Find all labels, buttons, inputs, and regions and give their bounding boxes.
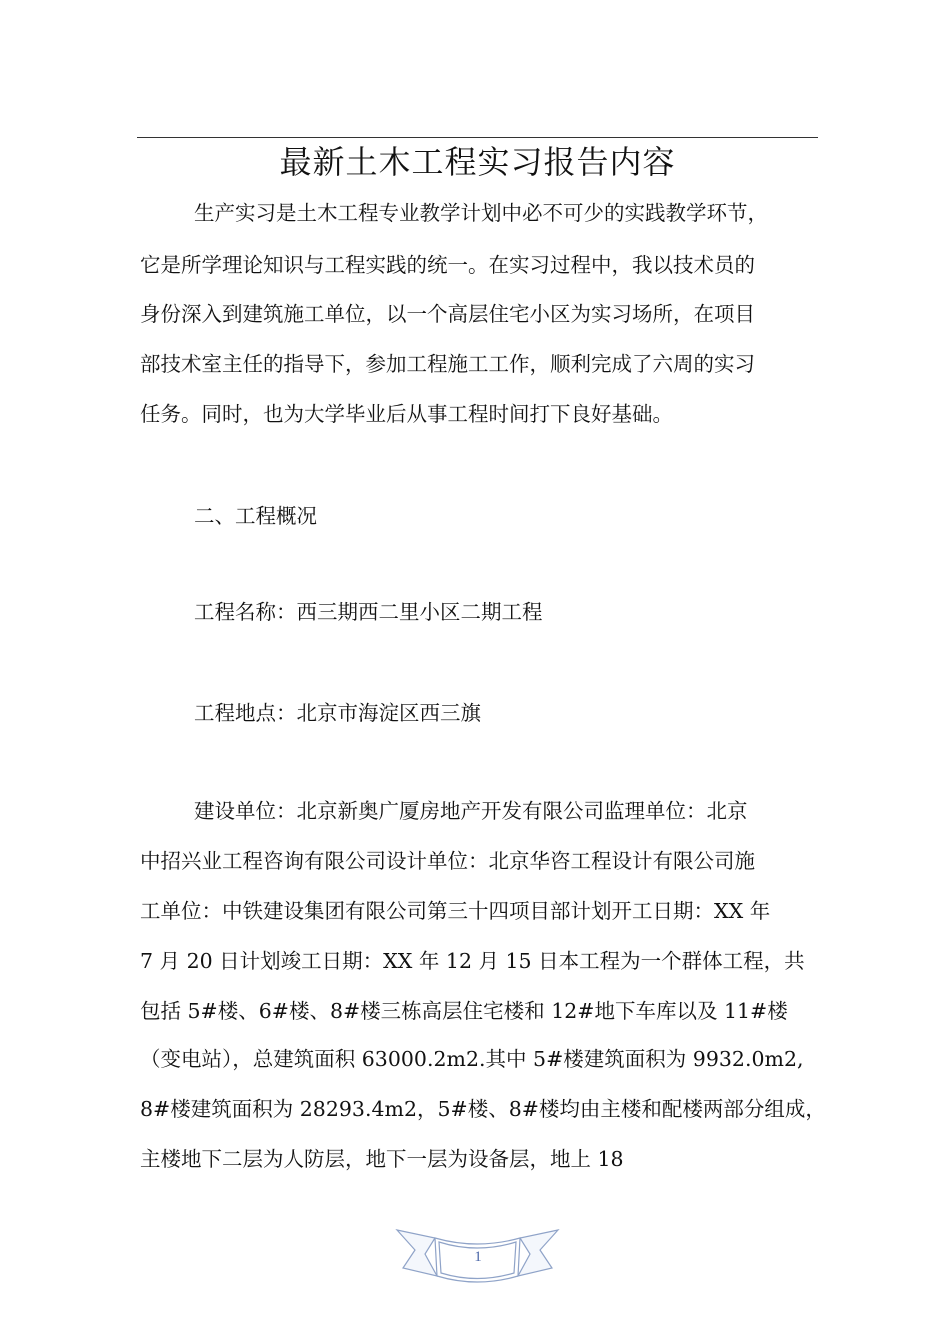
page-number: 1 [474, 1249, 482, 1265]
paragraph-line: 身份深入到建筑施工单位，以一个高层住宅小区为实习场所，在项目 [140, 302, 755, 326]
project-location: 工程地点：北京市海淀区西三旗 [194, 701, 481, 725]
paragraph-line: 生产实习是土木工程专业教学计划中必不可少的实践教学环节， [194, 201, 768, 225]
paragraph-line: 它是所学理论知识与工程实践的统一。在实习过程中，我以技术员的 [140, 253, 755, 277]
paragraph-line: 7 月 20 日计划竣工日期：XX 年 12 月 15 日本工程为一个群体工程，共 [140, 949, 805, 973]
paragraph-line: （变电站），总建筑面积 63000.2m2.其中 5#楼建筑面积为 9932.0m2, [140, 1047, 804, 1071]
paragraph-line: 工单位：中铁建设集团有限公司第三十四项目部计划开工日期：XX 年 [140, 899, 771, 923]
project-name: 工程名称：西三期西二里小区二期工程 [194, 600, 543, 624]
paragraph-line: 建设单位：北京新奥广厦房地产开发有限公司监理单位：北京 [194, 799, 748, 823]
paragraph-line: 主楼地下二层为人防层，地下一层为设备层，地上 18 [140, 1147, 624, 1171]
paragraph-line: 任务。同时，也为大学毕业后从事工程时间打下良好基础。 [140, 402, 673, 426]
section-heading: 二、工程概况 [194, 504, 317, 528]
document-title: 最新土木工程实习报告内容 [279, 143, 676, 181]
paragraph-line: 中招兴业工程咨询有限公司设计单位：北京华咨工程设计有限公司施 [140, 849, 755, 873]
header-rule [137, 137, 818, 138]
paragraph-line: 包括 5#楼、6#楼、8#楼三栋高层住宅楼和 12#地下车库以及 11#楼 [140, 999, 788, 1023]
paragraph-line: 部技术室主任的指导下，参加工程施工工作，顺利完成了六周的实习 [140, 352, 755, 376]
paragraph-line: 8#楼建筑面积为 28293.4m2，5#楼、8#楼均由主楼和配楼两部分组成， [140, 1097, 826, 1121]
